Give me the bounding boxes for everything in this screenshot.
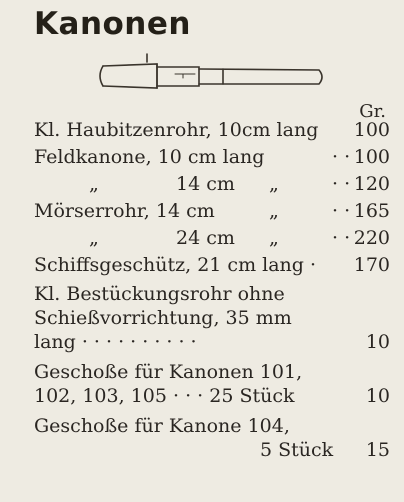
item-price: 120	[353, 173, 390, 195]
item-price: 165	[353, 200, 390, 222]
item-price: 10	[365, 385, 390, 407]
item-ditto: „	[89, 227, 99, 249]
item-text-line1: Kl. Bestückungsrohr ohne	[34, 283, 285, 305]
unit-label: Gr.	[359, 101, 386, 122]
item-text: Feldkanone, 10 cm lang	[34, 146, 265, 168]
item-text: Mörserrohr, 14 cm	[34, 200, 215, 222]
item-text-line2: 102, 103, 105 · · · 25 Stück	[34, 385, 295, 407]
item-leader-dots: · ·	[332, 227, 351, 249]
list-item-continued	[34, 384, 390, 408]
list-item	[34, 360, 390, 384]
item-text: Kl. Haubitzenrohr, 10cm lang	[34, 119, 319, 141]
cannon-barrel-illustration	[95, 50, 327, 96]
list-item	[34, 282, 390, 306]
list-item	[34, 414, 390, 438]
item-price: 10	[365, 331, 390, 353]
list-item	[34, 226, 390, 250]
item-text: 24 cm	[176, 227, 235, 249]
list-item	[34, 172, 390, 196]
item-price: 100	[353, 119, 390, 141]
item-text: 14 cm	[176, 173, 235, 195]
list-item	[34, 145, 390, 169]
list-item-continued	[34, 330, 390, 354]
list-item	[34, 253, 390, 277]
list-item	[34, 199, 390, 223]
item-price: 220	[353, 227, 390, 249]
list-item-continued	[34, 438, 390, 462]
item-text-line3: lang · · · · · · · · · ·	[34, 331, 197, 353]
item-text-line2: Schießvorrichtung, 35 mm	[34, 307, 292, 329]
item-price: 170	[353, 254, 390, 276]
item-ditto: „	[269, 200, 279, 222]
item-price: 15	[365, 439, 390, 461]
item-text-line2: 5 Stück	[260, 439, 334, 461]
item-text: Schiffsgeschütz, 21 cm lang ·	[34, 254, 317, 276]
item-text-line1: Geschoße für Kanonen 101,	[34, 361, 303, 383]
item-ditto: „	[269, 173, 279, 195]
list-item	[34, 118, 390, 142]
item-leader-dots: · ·	[332, 146, 351, 168]
list-item-continued	[34, 306, 390, 330]
item-leader-dots: · ·	[332, 200, 351, 222]
item-price: 100	[353, 146, 390, 168]
section-title: Kanonen	[34, 6, 191, 42]
item-leader-dots: · ·	[332, 173, 351, 195]
item-ditto: „	[269, 227, 279, 249]
item-ditto: „	[89, 173, 99, 195]
item-text-line1: Geschoße für Kanone 104,	[34, 415, 290, 437]
